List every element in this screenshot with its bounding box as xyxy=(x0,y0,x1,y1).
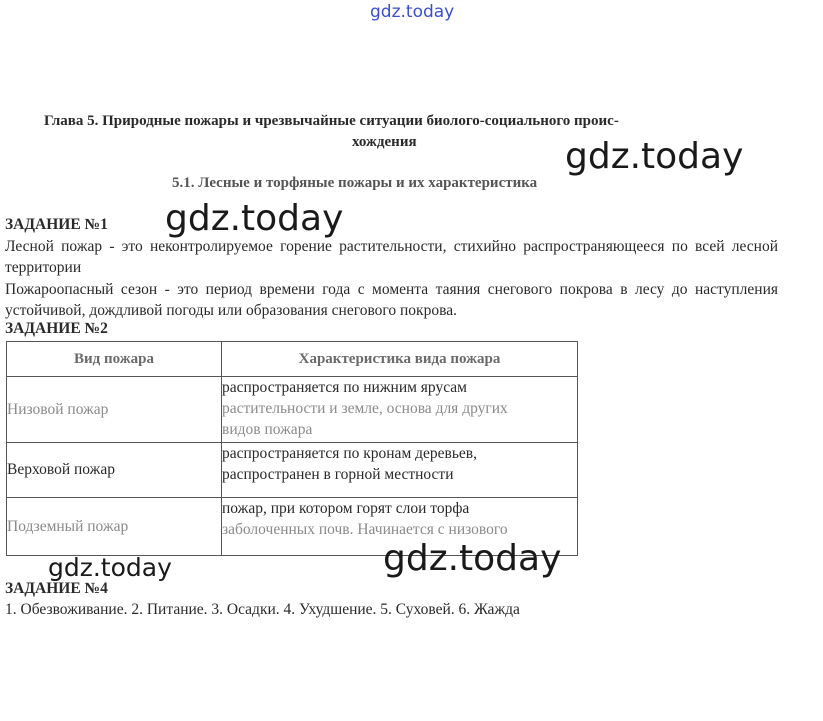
watermark: gdz.today xyxy=(383,538,562,579)
task4-answers: 1. Обезвоживание. 2. Питание. 3. Осадки. 4. Ухудшение. 5. Суховей. 6. Жажда xyxy=(5,601,520,618)
fire-type-cell: Подземный пожар xyxy=(7,498,222,556)
table-row xyxy=(7,443,578,498)
task1-heading: ЗАДАНИЕ №1 xyxy=(5,216,108,233)
characteristic-line: распространен в горной местности xyxy=(222,466,454,483)
characteristic-line: распространяется по нижним ярусам xyxy=(222,379,467,396)
fire-season-definition: Пожароопасный сезон - это период времени года с момента таяния снегового покрова в лесу до наступления устойчивой, дождливой погоды или образования снегового покрова. xyxy=(5,281,778,319)
table-header-characteristic: Характеристика вида пожара xyxy=(222,342,578,377)
characteristic-line: растительности и земле, основа для других xyxy=(222,400,508,417)
watermark-top: gdz.today xyxy=(370,2,455,22)
forest-fire-definition: Лесной пожар - это неконтролируемое горение растительности, стихийно распространяющееся по всей лесной территории xyxy=(5,238,778,276)
table-header-type: Вид пожара xyxy=(7,342,222,377)
fire-characteristic-cell xyxy=(222,443,578,498)
fire-characteristic-cell xyxy=(222,377,578,443)
characteristic-line: пожар, при котором горят слои торфа xyxy=(222,500,470,517)
watermark: gdz.today xyxy=(565,136,744,177)
chapter-title-line1: Глава 5. Природные пожары и чрезвычайные ситуации биолого-социального проис- xyxy=(44,113,619,129)
characteristic-line: видов пожара xyxy=(222,421,313,438)
table-row xyxy=(7,377,578,443)
task4-heading: ЗАДАНИЕ №4 xyxy=(5,580,108,597)
fire-types-table xyxy=(6,341,578,556)
fire-type-cell: Низовой пожар xyxy=(7,377,222,443)
characteristic-line: заболоченных почв. Начинается с низового xyxy=(222,521,508,538)
task2-heading: ЗАДАНИЕ №2 xyxy=(5,320,108,337)
characteristic-line: распространяется по кронам деревьев, xyxy=(222,445,477,462)
table-header-row xyxy=(7,342,578,377)
watermark: gdz.today xyxy=(165,198,344,239)
fire-type-cell: Верховой пожар xyxy=(7,443,222,498)
section-title: 5.1. Лесные и торфяные пожары и их характеристика xyxy=(172,175,538,191)
watermark: gdz.today xyxy=(48,553,172,582)
chapter-title-line2: хождения xyxy=(352,134,417,150)
